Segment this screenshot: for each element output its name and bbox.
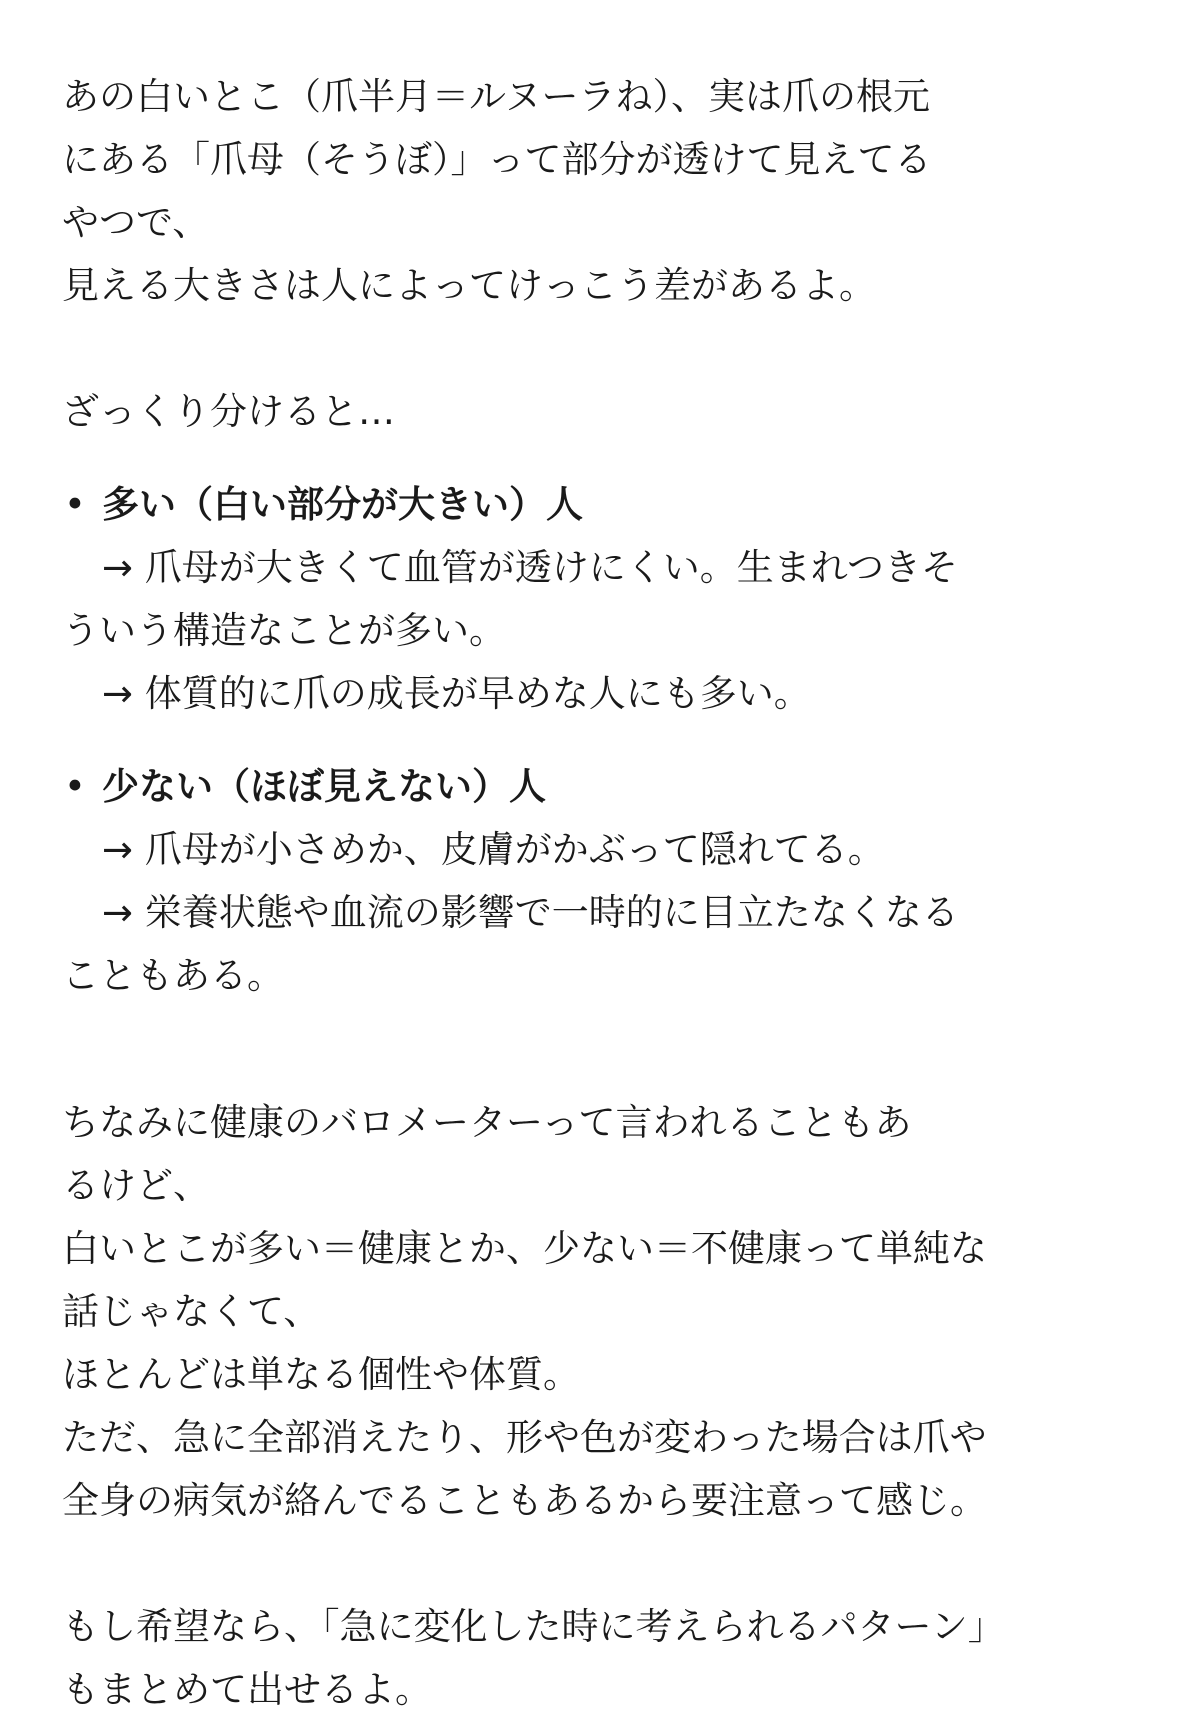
note-line: るけど、	[62, 1164, 210, 1207]
bullet-detail: → 栄養状態や血流の影響で一時的に目立たなくなる	[102, 891, 959, 934]
spacer	[62, 1532, 1122, 1595]
note-line: ただ、急に全部消えたり、形や色が変わった場合は爪や	[62, 1416, 987, 1459]
intro-line: 見える大きさは人によってけっこう差があるよ。	[62, 264, 876, 307]
note-line: 話じゃなくて、	[62, 1290, 321, 1333]
bullet-detail-wrap: ういう構造なことが多い。	[62, 609, 506, 652]
intro-paragraph	[62, 65, 1122, 317]
spacer	[62, 317, 1122, 380]
intro-line: あの白いとこ（爪半月＝ルヌーラね）、実は爪の根元	[62, 75, 931, 118]
spacer	[62, 443, 1122, 473]
spacer	[62, 1007, 1122, 1091]
closing-paragraph	[62, 1595, 1122, 1721]
summary-lead: ざっくり分けると…	[62, 390, 395, 433]
bullet-heading: 多い（白い部分が大きい）人	[102, 483, 583, 526]
intro-line: にある「爪母（そうぼ）」って部分が透けて見えてる	[62, 138, 932, 181]
intro-line: やつで、	[62, 201, 210, 244]
bullet-detail: → 爪母が小さめか、皮膚がかぶって隠れてる。	[102, 828, 885, 871]
note-line: 白いとこが多い＝健康とか、少ない＝不健康って単純な	[62, 1227, 987, 1270]
note-line: 全身の病気が絡んでることもあるから要注意って感じ。	[62, 1479, 987, 1522]
closing-line: もし希望なら、「急に変化した時に考えられるパターン」	[62, 1605, 1005, 1648]
spacer	[62, 725, 1122, 755]
bullet-list	[62, 473, 1122, 1007]
closing-line: もまとめて出せるよ。	[62, 1668, 432, 1711]
bullet-marker: •	[64, 483, 86, 526]
bullet-item-many	[62, 473, 1122, 725]
bullet-detail: → 体質的に爪の成長が早めな人にも多い。	[102, 672, 811, 715]
bullet-detail: → 爪母が大きくて血管が透けにくい。生まれつきそ	[102, 546, 959, 589]
note-line: ほとんどは単なる個性や体質。	[62, 1353, 580, 1396]
bullet-marker: •	[64, 765, 86, 808]
message-body	[62, 65, 1122, 1721]
bullet-detail-wrap: こともある。	[62, 954, 284, 997]
note-line: ちなみに健康のバロメーターって言われることもあ	[62, 1101, 912, 1144]
bullet-heading: 少ない（ほぼ見えない）人	[102, 765, 546, 808]
bullet-item-few	[62, 755, 1122, 1007]
note-paragraph	[62, 1091, 1122, 1532]
